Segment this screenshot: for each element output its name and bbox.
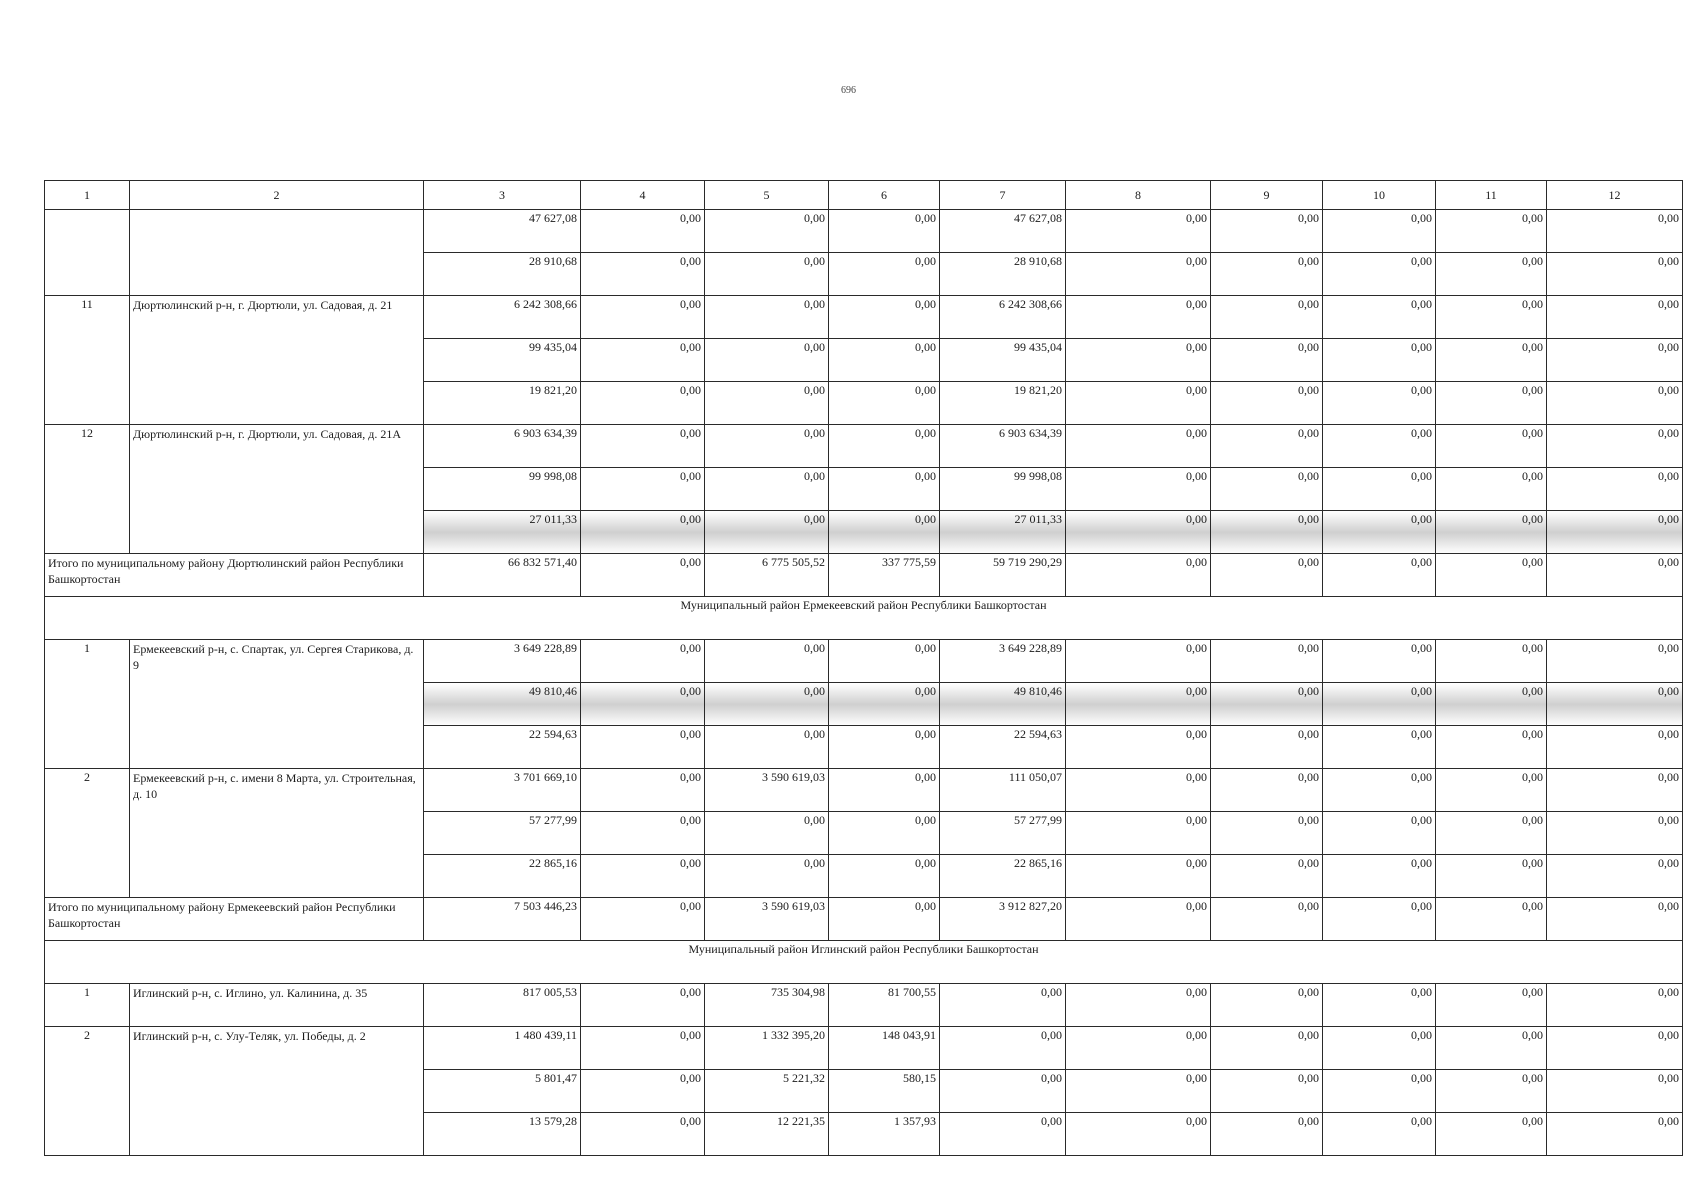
value-cell: 0,00	[829, 898, 940, 941]
value-cell: 0,00	[1547, 1027, 1683, 1070]
value-cell: 0,00	[1436, 984, 1547, 1027]
value-cell: 0,00	[1323, 296, 1436, 339]
value-cell: 1 480 439,11	[424, 1027, 581, 1070]
value-cell: 0,00	[1547, 898, 1683, 941]
value-cell: 0,00	[705, 511, 829, 554]
value-cell: 19 821,20	[424, 382, 581, 425]
value-cell: 0,00	[1066, 984, 1211, 1027]
row-index-cell: 2	[45, 1027, 130, 1156]
value-cell: 0,00	[581, 855, 705, 898]
value-cell: 0,00	[1211, 382, 1323, 425]
value-cell: 0,00	[705, 253, 829, 296]
value-cell: 0,00	[1211, 1027, 1323, 1070]
value-cell: 6 903 634,39	[424, 425, 581, 468]
value-cell: 0,00	[1547, 812, 1683, 855]
value-cell: 1 357,93	[829, 1113, 940, 1156]
value-cell: 0,00	[1323, 511, 1436, 554]
value-cell: 0,00	[1436, 554, 1547, 597]
value-cell: 0,00	[581, 468, 705, 511]
value-cell: 0,00	[705, 382, 829, 425]
value-cell: 0,00	[581, 554, 705, 597]
value-cell: 0,00	[581, 726, 705, 769]
value-cell: 0,00	[1436, 382, 1547, 425]
value-cell: 0,00	[1211, 339, 1323, 382]
value-cell: 0,00	[1547, 683, 1683, 726]
value-cell: 99 998,08	[424, 468, 581, 511]
value-cell: 0,00	[1547, 1113, 1683, 1156]
row-address-cell: Иглинский р-н, с. Улу-Теляк, ул. Победы, д. 2	[130, 1027, 424, 1156]
table-row	[45, 425, 1683, 468]
column-header: 2	[130, 181, 424, 210]
value-cell: 0,00	[1547, 640, 1683, 683]
value-cell: 0,00	[1211, 640, 1323, 683]
value-cell: 0,00	[1323, 468, 1436, 511]
value-cell: 6 242 308,66	[424, 296, 581, 339]
row-index-cell: 1	[45, 984, 130, 1027]
value-cell: 0,00	[705, 296, 829, 339]
value-cell: 0,00	[829, 683, 940, 726]
value-cell: 22 865,16	[940, 855, 1066, 898]
value-cell: 47 627,08	[424, 210, 581, 253]
value-cell: 0,00	[581, 382, 705, 425]
value-cell: 0,00	[1323, 1113, 1436, 1156]
value-cell: 0,00	[1436, 812, 1547, 855]
column-header: 6	[829, 181, 940, 210]
value-cell: 0,00	[1211, 425, 1323, 468]
value-cell: 49 810,46	[424, 683, 581, 726]
value-cell: 0,00	[581, 1113, 705, 1156]
column-header: 10	[1323, 181, 1436, 210]
value-cell: 81 700,55	[829, 984, 940, 1027]
value-cell: 57 277,99	[424, 812, 581, 855]
value-cell: 6 903 634,39	[940, 425, 1066, 468]
table-row	[45, 984, 1683, 1027]
value-cell: 19 821,20	[940, 382, 1066, 425]
value-cell: 12 221,35	[705, 1113, 829, 1156]
value-cell: 0,00	[581, 1070, 705, 1113]
value-cell: 0,00	[1323, 1070, 1436, 1113]
value-cell: 0,00	[829, 253, 940, 296]
value-cell: 6 775 505,52	[705, 554, 829, 597]
value-cell: 0,00	[1436, 640, 1547, 683]
value-cell: 0,00	[1436, 468, 1547, 511]
value-cell: 0,00	[705, 339, 829, 382]
value-cell: 0,00	[1436, 683, 1547, 726]
value-cell: 0,00	[705, 468, 829, 511]
section-row	[45, 597, 1683, 640]
value-cell: 0,00	[1547, 296, 1683, 339]
row-address-cell: Ермекеевский р-н, с. имени 8 Марта, ул. Строительная, д. 10	[130, 769, 424, 898]
value-cell: 0,00	[705, 640, 829, 683]
value-cell: 0,00	[581, 253, 705, 296]
value-cell: 580,15	[829, 1070, 940, 1113]
value-cell: 7 503 446,23	[424, 898, 581, 941]
estimate-table	[44, 180, 1683, 1156]
value-cell: 0,00	[581, 812, 705, 855]
value-cell: 0,00	[829, 468, 940, 511]
value-cell: 0,00	[705, 812, 829, 855]
value-cell: 0,00	[1436, 898, 1547, 941]
value-cell: 0,00	[1211, 984, 1323, 1027]
value-cell: 0,00	[1547, 425, 1683, 468]
value-cell: 0,00	[581, 1027, 705, 1070]
section-title: Муниципальный район Иглинский район Республики Башкортостан	[45, 941, 1683, 984]
value-cell: 0,00	[581, 640, 705, 683]
value-cell: 0,00	[1066, 425, 1211, 468]
value-cell: 0,00	[829, 210, 940, 253]
value-cell: 3 649 228,89	[940, 640, 1066, 683]
value-cell: 0,00	[1436, 296, 1547, 339]
value-cell: 0,00	[581, 296, 705, 339]
total-row	[45, 554, 1683, 597]
value-cell: 0,00	[581, 683, 705, 726]
value-cell: 28 910,68	[940, 253, 1066, 296]
table-row	[45, 640, 1683, 683]
value-cell: 0,00	[1323, 984, 1436, 1027]
value-cell: 0,00	[1066, 1070, 1211, 1113]
value-cell: 0,00	[1436, 339, 1547, 382]
value-cell: 0,00	[1211, 726, 1323, 769]
value-cell: 0,00	[1323, 812, 1436, 855]
value-cell: 0,00	[829, 382, 940, 425]
value-cell: 0,00	[1211, 210, 1323, 253]
value-cell: 0,00	[1066, 511, 1211, 554]
value-cell: 0,00	[1547, 468, 1683, 511]
value-cell: 0,00	[1323, 382, 1436, 425]
value-cell: 0,00	[1066, 898, 1211, 941]
value-cell: 0,00	[581, 898, 705, 941]
column-header: 11	[1436, 181, 1547, 210]
row-address-cell: Дюртюлинский р-н, г. Дюртюли, ул. Садовая, д. 21	[130, 296, 424, 425]
value-cell: 27 011,33	[424, 511, 581, 554]
value-cell: 57 277,99	[940, 812, 1066, 855]
row-index-cell	[45, 210, 130, 296]
column-header: 7	[940, 181, 1066, 210]
value-cell: 99 998,08	[940, 468, 1066, 511]
value-cell: 0,00	[1066, 382, 1211, 425]
value-cell: 0,00	[1547, 339, 1683, 382]
value-cell: 0,00	[940, 1070, 1066, 1113]
column-header: 3	[424, 181, 581, 210]
value-cell: 0,00	[1066, 339, 1211, 382]
section-row	[45, 941, 1683, 984]
value-cell: 0,00	[1211, 1113, 1323, 1156]
column-header: 8	[1066, 181, 1211, 210]
value-cell: 0,00	[1323, 339, 1436, 382]
value-cell: 0,00	[1436, 253, 1547, 296]
value-cell: 0,00	[705, 425, 829, 468]
value-cell: 27 011,33	[940, 511, 1066, 554]
value-cell: 0,00	[940, 984, 1066, 1027]
value-cell: 0,00	[1323, 425, 1436, 468]
value-cell: 0,00	[829, 339, 940, 382]
value-cell: 0,00	[1436, 1070, 1547, 1113]
value-cell: 0,00	[1323, 640, 1436, 683]
value-cell: 0,00	[581, 425, 705, 468]
value-cell: 0,00	[1211, 511, 1323, 554]
value-cell: 3 590 619,03	[705, 769, 829, 812]
value-cell: 0,00	[1547, 855, 1683, 898]
value-cell: 22 594,63	[940, 726, 1066, 769]
value-cell: 59 719 290,29	[940, 554, 1066, 597]
value-cell: 0,00	[1323, 855, 1436, 898]
value-cell: 6 242 308,66	[940, 296, 1066, 339]
value-cell: 0,00	[829, 511, 940, 554]
value-cell: 49 810,46	[940, 683, 1066, 726]
value-cell: 0,00	[1066, 554, 1211, 597]
value-cell: 0,00	[829, 769, 940, 812]
value-cell: 0,00	[1436, 855, 1547, 898]
column-header: 9	[1211, 181, 1323, 210]
row-address-cell: Ермекеевский р-н, с. Спартак, ул. Сергея Старикова, д. 9	[130, 640, 424, 769]
value-cell: 0,00	[705, 210, 829, 253]
value-cell: 0,00	[1436, 511, 1547, 554]
value-cell: 0,00	[1066, 1113, 1211, 1156]
value-cell: 13 579,28	[424, 1113, 581, 1156]
value-cell: 0,00	[1547, 554, 1683, 597]
value-cell: 0,00	[1211, 468, 1323, 511]
total-label: Итого по муниципальному району Ермекеевский район Республики Башкортостан	[45, 898, 424, 941]
value-cell: 22 594,63	[424, 726, 581, 769]
value-cell: 0,00	[705, 683, 829, 726]
column-header: 4	[581, 181, 705, 210]
row-address-cell: Дюртюлинский р-н, г. Дюртюли, ул. Садовая, д. 21А	[130, 425, 424, 554]
column-header: 1	[45, 181, 130, 210]
value-cell: 0,00	[581, 984, 705, 1027]
value-cell: 0,00	[1211, 769, 1323, 812]
value-cell: 0,00	[940, 1027, 1066, 1070]
value-cell: 0,00	[1323, 769, 1436, 812]
value-cell: 817 005,53	[424, 984, 581, 1027]
column-header: 12	[1547, 181, 1683, 210]
value-cell: 148 043,91	[829, 1027, 940, 1070]
value-cell: 111 050,07	[940, 769, 1066, 812]
value-cell: 0,00	[1436, 769, 1547, 812]
value-cell: 0,00	[1323, 210, 1436, 253]
value-cell: 47 627,08	[940, 210, 1066, 253]
value-cell: 0,00	[1436, 210, 1547, 253]
value-cell: 0,00	[1066, 468, 1211, 511]
table-row	[45, 296, 1683, 339]
value-cell: 0,00	[1211, 296, 1323, 339]
row-index-cell: 11	[45, 296, 130, 425]
value-cell: 337 775,59	[829, 554, 940, 597]
value-cell: 0,00	[1436, 1113, 1547, 1156]
value-cell: 0,00	[829, 425, 940, 468]
value-cell: 0,00	[1547, 769, 1683, 812]
value-cell: 3 590 619,03	[705, 898, 829, 941]
value-cell: 0,00	[1066, 683, 1211, 726]
value-cell: 0,00	[1066, 812, 1211, 855]
value-cell: 0,00	[1547, 210, 1683, 253]
value-cell: 0,00	[705, 726, 829, 769]
value-cell: 0,00	[829, 855, 940, 898]
row-index-cell: 1	[45, 640, 130, 769]
value-cell: 0,00	[829, 812, 940, 855]
value-cell: 0,00	[1066, 769, 1211, 812]
value-cell: 0,00	[1066, 855, 1211, 898]
value-cell: 3 649 228,89	[424, 640, 581, 683]
value-cell: 0,00	[829, 296, 940, 339]
value-cell: 0,00	[1323, 683, 1436, 726]
value-cell: 0,00	[705, 855, 829, 898]
value-cell: 0,00	[581, 339, 705, 382]
value-cell: 0,00	[1436, 425, 1547, 468]
value-cell: 5 221,32	[705, 1070, 829, 1113]
value-cell: 0,00	[1547, 511, 1683, 554]
value-cell: 0,00	[1547, 726, 1683, 769]
page-number: 696	[841, 85, 856, 96]
row-index-cell: 2	[45, 769, 130, 898]
value-cell: 0,00	[581, 511, 705, 554]
value-cell: 0,00	[1211, 683, 1323, 726]
value-cell: 735 304,98	[705, 984, 829, 1027]
value-cell: 0,00	[1066, 296, 1211, 339]
value-cell: 0,00	[581, 769, 705, 812]
value-cell: 0,00	[1211, 812, 1323, 855]
column-header: 5	[705, 181, 829, 210]
row-address-cell	[130, 210, 424, 296]
value-cell: 0,00	[1211, 1070, 1323, 1113]
value-cell: 0,00	[940, 1113, 1066, 1156]
total-row	[45, 898, 1683, 941]
value-cell: 99 435,04	[424, 339, 581, 382]
value-cell: 0,00	[1323, 253, 1436, 296]
row-index-cell: 12	[45, 425, 130, 554]
value-cell: 0,00	[1066, 210, 1211, 253]
value-cell: 0,00	[1323, 726, 1436, 769]
value-cell: 3 912 827,20	[940, 898, 1066, 941]
value-cell: 0,00	[581, 210, 705, 253]
value-cell: 66 832 571,40	[424, 554, 581, 597]
value-cell: 22 865,16	[424, 855, 581, 898]
row-address-cell: Иглинский р-н, с. Иглино, ул. Калинина, д. 35	[130, 984, 424, 1027]
value-cell: 0,00	[1066, 640, 1211, 683]
total-label: Итого по муниципальному району Дюртюлинский район Республики Башкортостан	[45, 554, 424, 597]
value-cell: 0,00	[829, 640, 940, 683]
value-cell: 0,00	[1323, 898, 1436, 941]
value-cell: 0,00	[1211, 554, 1323, 597]
table-row	[45, 1027, 1683, 1070]
value-cell: 5 801,47	[424, 1070, 581, 1113]
value-cell: 99 435,04	[940, 339, 1066, 382]
value-cell: 0,00	[1436, 726, 1547, 769]
value-cell: 0,00	[1547, 253, 1683, 296]
table-row	[45, 210, 1683, 253]
value-cell: 0,00	[1547, 1070, 1683, 1113]
value-cell: 3 701 669,10	[424, 769, 581, 812]
value-cell: 0,00	[1066, 726, 1211, 769]
value-cell: 0,00	[829, 726, 940, 769]
value-cell: 0,00	[1066, 253, 1211, 296]
value-cell: 0,00	[1547, 984, 1683, 1027]
value-cell: 0,00	[1323, 554, 1436, 597]
value-cell: 0,00	[1436, 1027, 1547, 1070]
value-cell: 0,00	[1547, 382, 1683, 425]
section-title: Муниципальный район Ермекеевский район Республики Башкортостан	[45, 597, 1683, 640]
value-cell: 0,00	[1211, 898, 1323, 941]
value-cell: 0,00	[1211, 855, 1323, 898]
column-header-row	[45, 181, 1683, 210]
value-cell: 0,00	[1323, 1027, 1436, 1070]
value-cell: 1 332 395,20	[705, 1027, 829, 1070]
value-cell: 28 910,68	[424, 253, 581, 296]
value-cell: 0,00	[1211, 253, 1323, 296]
table-row	[45, 769, 1683, 812]
value-cell: 0,00	[1066, 1027, 1211, 1070]
